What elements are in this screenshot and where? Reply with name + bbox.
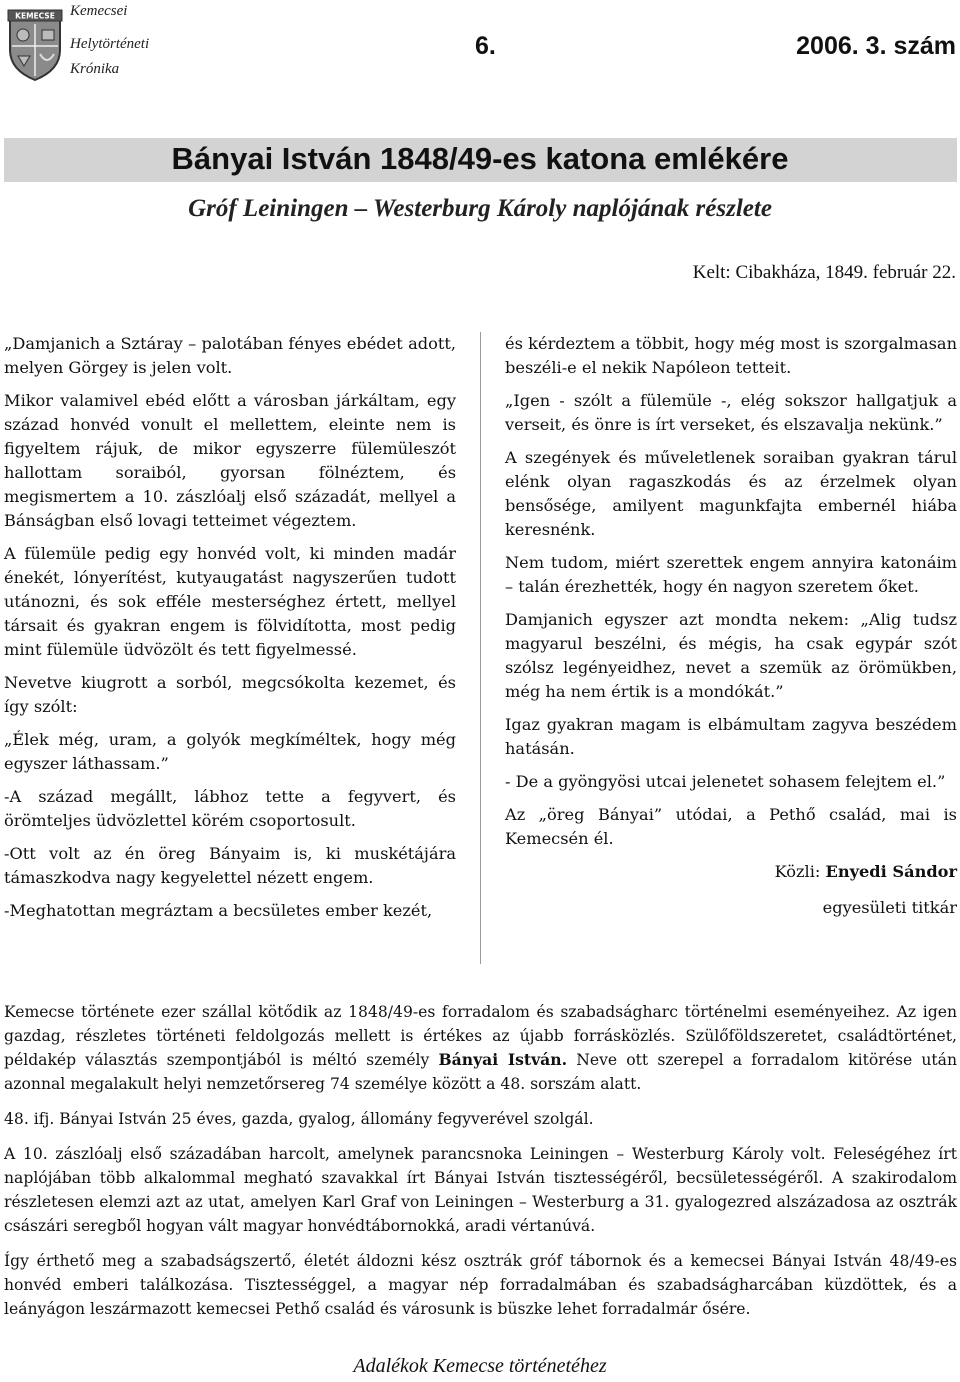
credit-role: egyesületi titkár: [822, 898, 957, 917]
paragraph: Így érthető meg a szabadságszertő, életét áldozni kész osztrák gróf tábornok és a kemecsei Bányai István 48/49-es honvéd emberi találkozása. Tisztességgel, a magyar nép forradalmában és szabadságharcában küzdöttek, és a leányágon leszármazott kemecsei Pethő család és városunk is büszke lehet forradalmár ősére.: [4, 1252, 957, 1318]
paragraph: -Ott volt az én öreg Bányaim is, ki muskétájára támaszkodva nagy kegyelettel nézett engem.: [4, 844, 456, 887]
town-crest-icon: [6, 6, 64, 82]
paragraph: Az „öreg Bányai” utódai, a Pethő család, mai is Kemecsén él.: [505, 805, 957, 848]
right-column: [505, 332, 957, 920]
paragraph: „Damjanich a Sztáray – palotában fényes ebédet adott, melyen Görgey is jelen volt.: [4, 334, 456, 377]
paragraph: Mikor valamivel ebéd előtt a városban járkáltam, egy század honvéd vonult el mellettem, eleinte nem is figyeltem rájuk, de mikor egyszerre fülemüleszót hallottam soraiból, gyorsan fölnéztem, és megismertem a 10. zászlóalj első századát, mellyel a Bánságban első lovagi tetteimet végeztem.: [4, 391, 456, 530]
paragraph: és kérdeztem a többit, hogy még most is szorgalmasan beszéli-e el nekik Napóleon tetteit.: [505, 334, 957, 377]
credit-author: Enyedi Sándor: [825, 862, 957, 881]
page-title: Bányai István 1848/49-es katona emlékére: [171, 141, 789, 176]
publication-name-line-1: Kemecsei: [70, 3, 128, 19]
left-column: [4, 332, 456, 932]
paragraph: Igaz gyakran magam is elbámultam zagyva beszédem hatásán.: [505, 715, 957, 758]
paragraph: [4, 1000, 957, 1096]
paragraph-text: Kemecse története ezer szállal kötődik az 1848/49-es forradalom és szabadságharc történelmi eseményeihez. Az igen gazdag, részletes történeti feldolgozás mellett is értékes az újabb forrásközlés. Szülőföldszeretet, családtörténet, példakép választás szempontjából is méltó személy: [4, 1003, 957, 1069]
credit-prefix: Közli:: [774, 862, 826, 881]
paragraph: A fülemüle pedig egy honvéd volt, ki minden madár énekét, lónyerítést, kutyaugatást nagyszerűen tudott utánozni, és sok efféle mesterséghez értett, mellyel társait és gyakran engem is fölvidította, most pedig mint fülemüle üdvözölt és tett figyelmessé.: [4, 544, 456, 659]
dateline: Kelt: Cibakháza, 1849. február 22.: [692, 262, 956, 283]
publication-name-line-3: Krónika: [70, 61, 120, 77]
paragraph: - De a gyöngyösi utcai jelenetet sohasem felejtem el.”: [505, 772, 946, 791]
paragraph: Damjanich egyszer azt mondta nekem: „Alig tudsz magyarul beszélni, és mégis, ha csak egypár szót szólsz legényeidhez, nevet a szemük az örömükben, még ha nem értik is a mondókát.”: [505, 610, 957, 701]
paragraph: „Élek még, uram, a golyók megkíméltek, hogy még egyszer láthassam.”: [4, 730, 456, 773]
paragraph-text: Neve ott szerepel a forradalom kitörése után azonnal megalakult helyi nemzetőrsereg 74 személye között a 48. sorszám alatt.: [4, 1051, 957, 1093]
paragraph: 48. ifj. Bányai István 25 éves, gazda, gyalog, állomány fegyverével szolgál.: [4, 1110, 594, 1128]
publication-name-line-2: Helytörténeti: [70, 36, 150, 52]
paragraph: A 10. zászlóalj első századában harcolt, amelynek parancsnoka Leiningen – Westerburg Károly volt. Feleségéhez írt naplójában több alkalommal megható szavakkal írt Bányai István tisztességéről, becsületességéről. A szakirodalom részletesen elemzi azt az utat, amelyen Karl Graf von Leiningen – Westerburg a 31. gyalogezred alszázadosa az osztrák császári seregből hogyan vált magyar honvédtábornokká, aradi vértanúvá.: [4, 1145, 957, 1235]
page-subtitle: Gróf Leiningen – Westerburg Károly naplójának részlete: [188, 195, 772, 222]
issue-date: 2006. 3. szám: [796, 32, 956, 60]
paragraph: -A század megállt, lábhoz tette a fegyvert, és örömteljes üdvözlettel körém csoportosult.: [4, 787, 456, 830]
page-footer: Adalékok Kemecse történetéhez: [353, 1355, 607, 1377]
page-header: [0, 0, 960, 92]
credit-line: [505, 860, 957, 884]
paragraph: -Meghatottan megráztam a becsületes ember kezét,: [4, 901, 433, 920]
paragraph: Nem tudom, miért szerettek engem annyira katonáim – talán érezhették, hogy én nagyon szeretem őket.: [505, 553, 957, 596]
highlighted-name: Bányai István.: [438, 1050, 568, 1069]
column-divider: [480, 332, 481, 964]
issue-number: 6.: [475, 32, 496, 60]
paragraph: A szegények és műveletlenek soraiban gyakran tárul elénk olyan ragaszkodás és az érzelmek olyan bensősége, amilyent magunkfajta embernél hiába keresnénk.: [505, 448, 957, 539]
crest-text: KEMECSE: [15, 11, 55, 21]
paragraph: „Igen - szólt a fülemüle -, elég sokszor hallgatjuk a verseit, és önre is írt verseket, és elszavalja nekünk.”: [505, 391, 957, 434]
commentary-section: [4, 1000, 957, 1332]
paragraph: Nevetve kiugrott a sorból, megcsókolta kezemet, és így szólt:: [4, 673, 456, 716]
